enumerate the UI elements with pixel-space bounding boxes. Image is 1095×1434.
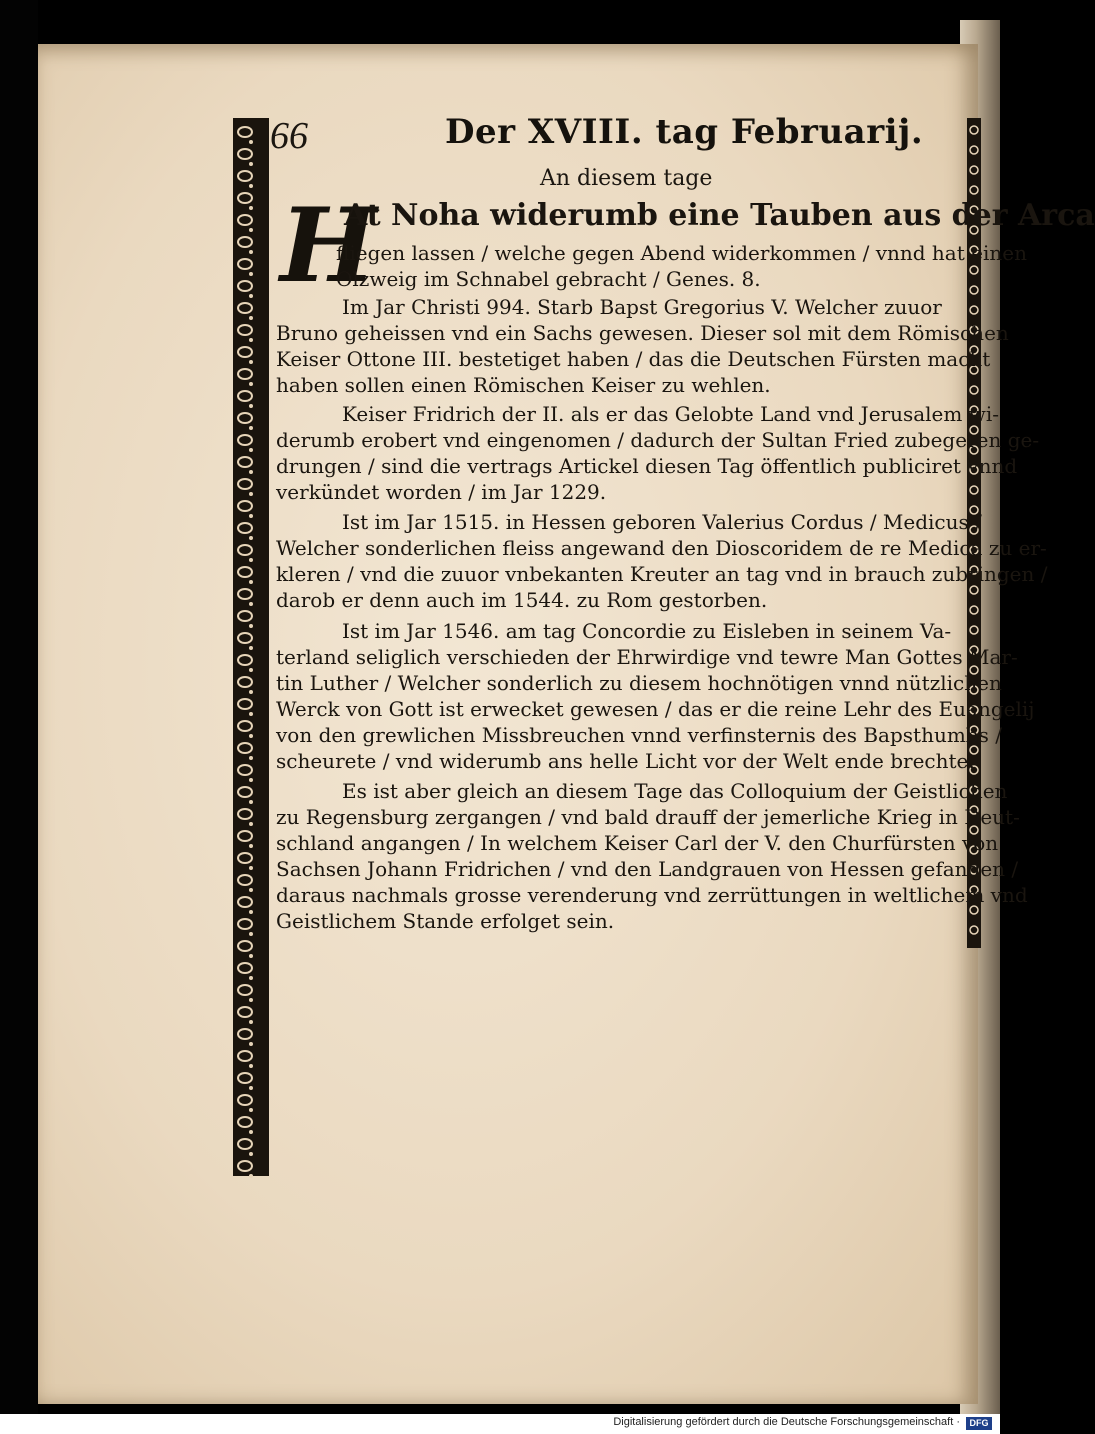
text-line: Sachsen Johann Fridrichen / vnd den Landgrauen von Hessen gefangen / [276, 857, 1019, 881]
text-line: verkündet worden / im Jar 1229. [276, 480, 607, 504]
text-line: Werck von Gott ist erwecket gewesen / das er die reine Lehr des Euangelij [276, 697, 1035, 721]
text-line: Keiser Fridrich der II. als er das Gelobte Land vnd Jerusalem wi- [342, 402, 999, 426]
text-line: haben sollen einen Römischen Keiser zu wehlen. [276, 373, 771, 397]
text-line: Es ist aber gleich an diesem Tage das Colloquium der Geistlichen [342, 779, 1008, 803]
text-line: derumb erobert vnd eingenomen / dadurch der Sultan Fried zubegeren ge- [276, 428, 1040, 452]
text-line: daraus nachmals grosse verenderung vnd zerrüttungen in weltlichem vnd [276, 883, 1028, 907]
text-line: fliegen lassen / welche gegen Abend widerkommen / vnnd hat einen [336, 241, 1027, 265]
page-number: 66 [270, 115, 308, 157]
running-head: Der XVIII. tag Februarij. [445, 112, 924, 152]
ornamental-border-left [229, 118, 273, 1176]
text-line: Olzweig im Schnabel gebracht / Genes. 8. [336, 267, 761, 291]
text-line: Welcher sonderlichen fleiss angewand den Dioscoridem de re Medica zu er- [276, 536, 1047, 560]
text-line: Keiser Ottone III. bestetiget haben / das die Deutschen Fürsten macht [276, 347, 991, 371]
text-line: zu Regensburg zergangen / vnd bald drauff der jemerliche Krieg in Deut- [276, 805, 1020, 829]
text-line: drungen / sind die vertrags Artickel diesen Tag öffentlich publiciret vnnd [276, 454, 1018, 478]
text-line: scheurete / vnd widerumb ans helle Licht vor der Welt ende brechte. [276, 749, 975, 773]
text-line: Ist im Jar 1546. am tag Concordie zu Eisleben in seinem Va- [342, 619, 952, 643]
funding-credit: Digitalisierung gefördert durch die Deutsche Forschungsgemeinschaft · [613, 1416, 960, 1428]
text-line: darob er denn auch im 1544. zu Rom gestorben. [276, 588, 768, 612]
text-line: schland angangen / In welchem Keiser Carl der V. den Churfürsten von [276, 831, 999, 855]
footer-bar [0, 1414, 1000, 1434]
scan-left-margin [0, 0, 38, 1434]
text-line: Geistlichem Stande erfolget sein. [276, 909, 615, 933]
text-line: von den grewlichen Missbreuchen vnnd verfinsternis des Bapsthumbs / [276, 723, 1002, 747]
text-line: Ist im Jar 1515. in Hessen geboren Valerius Cordus / Medicus / [342, 510, 982, 534]
text-line: Im Jar Christi 994. Starb Bapst Gregorius V. Welcher zuuor [342, 295, 942, 319]
section-subhead: An diesem tage [540, 166, 713, 191]
text-line: tin Luther / Welcher sonderlich zu diesem hochnötigen vnnd nützlichen [276, 671, 1002, 695]
text-line: kleren / vnd die zuuor vnbekanten Kreuter an tag vnd in brauch zubringen / [276, 562, 1048, 586]
text-line: At Noha widerumb eine Tauben aus der Arca [344, 198, 1095, 233]
text-line: terland seliglich verschieden der Ehrwirdige vnd tewre Man Gottes Mar- [276, 645, 1018, 669]
decorated-initial: H [280, 186, 377, 306]
dfg-logo: DFG [966, 1417, 992, 1430]
text-line: Bruno geheissen vnd ein Sachs gewesen. Dieser sol mit dem Römischen [276, 321, 1009, 345]
